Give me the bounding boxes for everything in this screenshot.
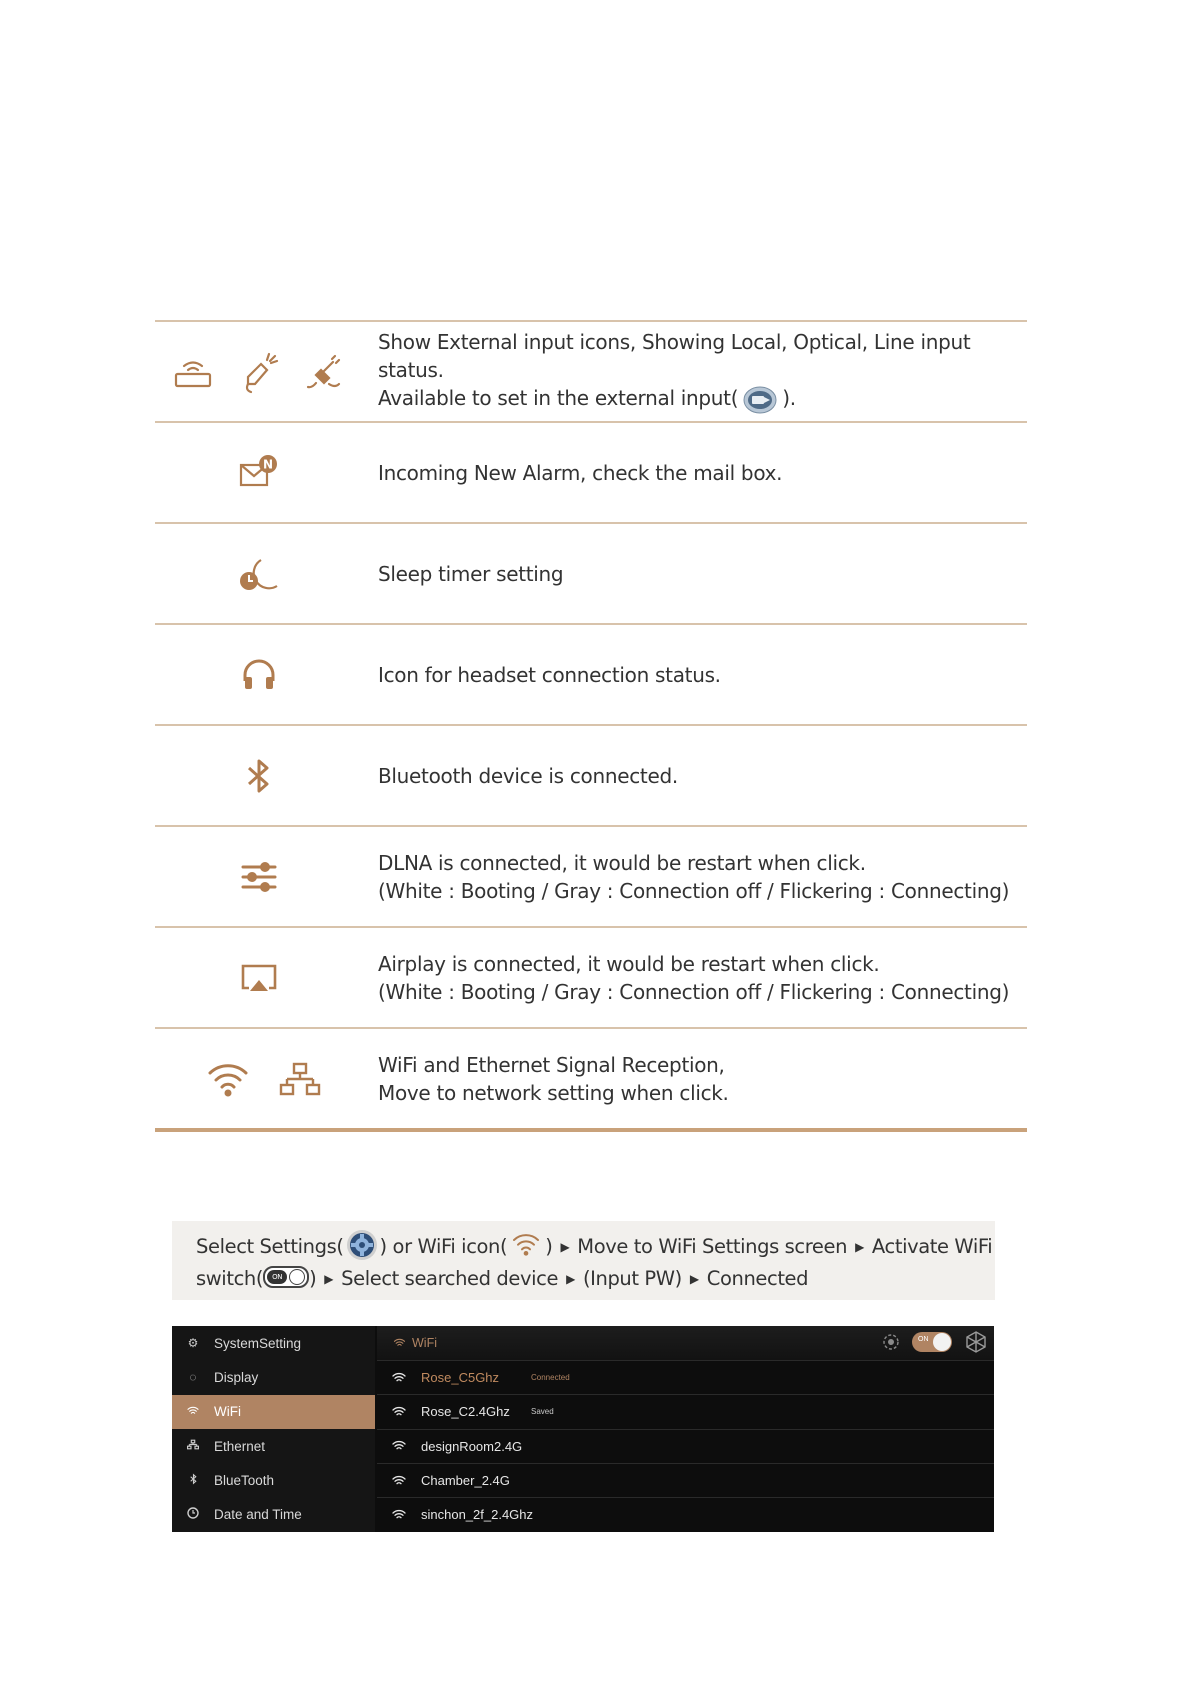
arrow-icon: ▶ [560, 1240, 570, 1254]
external-input-icon [742, 385, 778, 415]
network-name: Chamber_2.4G [421, 1473, 510, 1489]
sidebar-item-label: Date and Time [214, 1507, 302, 1523]
wifi-header-icon [393, 1338, 406, 1348]
table-row [155, 322, 1027, 423]
network-row[interactable] [377, 1394, 994, 1428]
row-line1: WiFi and Ethernet Signal Reception, [378, 1052, 725, 1077]
instruction-text: Select Settings( [196, 1235, 344, 1258]
wifi-settings-screenshot [172, 1326, 994, 1532]
icon-cell [155, 827, 363, 926]
icon-cell [155, 524, 363, 623]
network-name: designRoom2.4G [421, 1438, 523, 1454]
sidebar-item-label: SystemSetting [214, 1335, 302, 1351]
network-row[interactable] [377, 1360, 994, 1394]
arrow-icon: ▶ [855, 1240, 864, 1254]
mail-alarm-icon [237, 453, 281, 493]
network-status: Saved [531, 1407, 554, 1417]
sidebar-item-date-time[interactable] [172, 1497, 375, 1531]
settings-gear-icon [346, 1229, 378, 1261]
sidebar-item-label: WiFi [214, 1404, 241, 1420]
wifi-icon [207, 1061, 249, 1097]
bluetooth-icon [186, 1473, 200, 1488]
panel-title: WiFi [412, 1336, 437, 1350]
sidebar-item-bluetooth[interactable] [172, 1463, 375, 1497]
table-row [155, 1029, 1027, 1132]
ethernet-icon [186, 1439, 200, 1453]
row-description [378, 726, 1027, 825]
display-icon: ◌ [189, 1370, 197, 1385]
row-line1: Icon for headset connection status. [378, 662, 721, 687]
row-line2-end: ). [782, 386, 796, 411]
toggle-switch-icon [263, 1266, 309, 1288]
wifi-setup-instruction [172, 1221, 995, 1300]
row-line2: (White : Booting / Gray : Connection off / Flickering : Connecting) [378, 878, 1010, 903]
wifi-icon [186, 1405, 200, 1419]
table-row [155, 524, 1027, 625]
sidebar-item-ethernet[interactable] [172, 1429, 375, 1463]
sleep-timer-icon [235, 554, 283, 594]
table-row [155, 928, 1027, 1029]
local-input-icon [173, 352, 213, 392]
row-description [378, 322, 1027, 421]
row-line1: Incoming New Alarm, check the mail box. [378, 460, 783, 485]
sidebar-item-systemsetting[interactable] [172, 1326, 375, 1360]
icon-cell [155, 928, 363, 1027]
instruction-line1 [196, 1229, 995, 1263]
icon-cell [155, 322, 363, 421]
network-row[interactable] [377, 1497, 994, 1531]
row-description [378, 423, 1027, 522]
network-name: Rose_C2.4Ghz [421, 1404, 510, 1420]
table-row [155, 827, 1027, 928]
network-name: sinchon_2f_2.4Ghz [421, 1507, 534, 1523]
sidebar-item-label: BlueTooth [214, 1472, 275, 1488]
row-description [378, 928, 1027, 1027]
wifi-signal-icon [391, 1509, 407, 1521]
instruction-text: ) or WiFi icon( [379, 1235, 508, 1258]
row-description [378, 524, 1027, 623]
table-row [155, 726, 1027, 827]
row-description [378, 827, 1027, 926]
toggle-on-label: ON [267, 1270, 287, 1284]
icon-cell [155, 726, 363, 825]
arrow-icon: ▶ [689, 1272, 699, 1286]
icon-cell [155, 423, 363, 522]
network-name: Rose_C5Ghz [421, 1370, 500, 1386]
row-line1: Bluetooth device is connected. [378, 763, 678, 788]
headset-icon [239, 655, 279, 695]
wifi-panel [377, 1326, 994, 1532]
row-line2: Move to network setting when click. [378, 1080, 729, 1105]
instruction-step: (Input PW) [582, 1267, 682, 1290]
table-row [155, 423, 1027, 524]
airplay-icon [239, 958, 279, 998]
arrow-icon: ▶ [324, 1272, 334, 1286]
wifi-panel-header [377, 1326, 994, 1360]
network-status: Connected [531, 1373, 570, 1383]
row-description [378, 1029, 1027, 1128]
wifi-signal-icon [391, 1406, 407, 1418]
row-line2: (White : Booting / Gray : Connection off / Flickering : Connecting) [378, 979, 1010, 1004]
icon-cell [155, 1029, 363, 1128]
instruction-step: Connected [706, 1267, 809, 1290]
gear-icon: ⚙ [187, 1336, 199, 1351]
sidebar-item-wifi[interactable] [172, 1395, 375, 1429]
logo-hexagon-icon[interactable] [964, 1330, 988, 1354]
instruction-text: ) [309, 1267, 317, 1290]
bluetooth-icon [243, 756, 275, 796]
sidebar-item-display[interactable] [172, 1360, 375, 1394]
instruction-step: Select searched device [341, 1267, 559, 1290]
network-row[interactable] [377, 1429, 994, 1463]
settings-sidebar [172, 1326, 375, 1532]
sidebar-item-label: Display [214, 1369, 259, 1385]
row-line1: Show External input icons, Showing Local, Optical, Line input status. [378, 330, 971, 383]
table-row [155, 625, 1027, 726]
row-line1: DLNA is connected, it would be restart when click. [378, 850, 866, 875]
wifi-signal-icon [391, 1440, 407, 1452]
instruction-text: ) [545, 1235, 553, 1258]
instruction-line2 [196, 1263, 995, 1295]
row-description [378, 625, 1027, 724]
icon-cell [155, 625, 363, 724]
refresh-scan-icon[interactable] [882, 1333, 900, 1351]
network-row[interactable] [377, 1463, 994, 1497]
instruction-step: Move to WiFi Settings screen [577, 1235, 848, 1258]
clock-icon [186, 1507, 200, 1522]
optical-input-icon [239, 350, 279, 394]
arrow-icon: ▶ [566, 1272, 575, 1286]
sidebar-item-label: Ethernet [214, 1438, 266, 1454]
wifi-toggle-label: ON [918, 1336, 929, 1343]
wifi-small-icon [511, 1232, 541, 1256]
instruction-step: Activate WiFi [871, 1235, 993, 1258]
row-line2-text: Available to set in the external input( [378, 386, 739, 411]
wifi-signal-icon [391, 1372, 407, 1384]
mail-badge: N [262, 457, 274, 471]
line-input-icon [305, 350, 345, 394]
ethernet-icon [279, 1061, 321, 1097]
instruction-text: switch( [196, 1267, 264, 1290]
wifi-signal-icon [391, 1475, 407, 1487]
row-line2 [378, 384, 1027, 415]
row-line1: Sleep timer setting [378, 561, 564, 586]
row-line1: Airplay is connected, it would be restart when click. [378, 951, 880, 976]
dlna-icon [239, 857, 279, 897]
header-controls [882, 1330, 988, 1354]
wifi-toggle-switch[interactable] [912, 1332, 952, 1352]
status-icon-table [155, 320, 1027, 1132]
